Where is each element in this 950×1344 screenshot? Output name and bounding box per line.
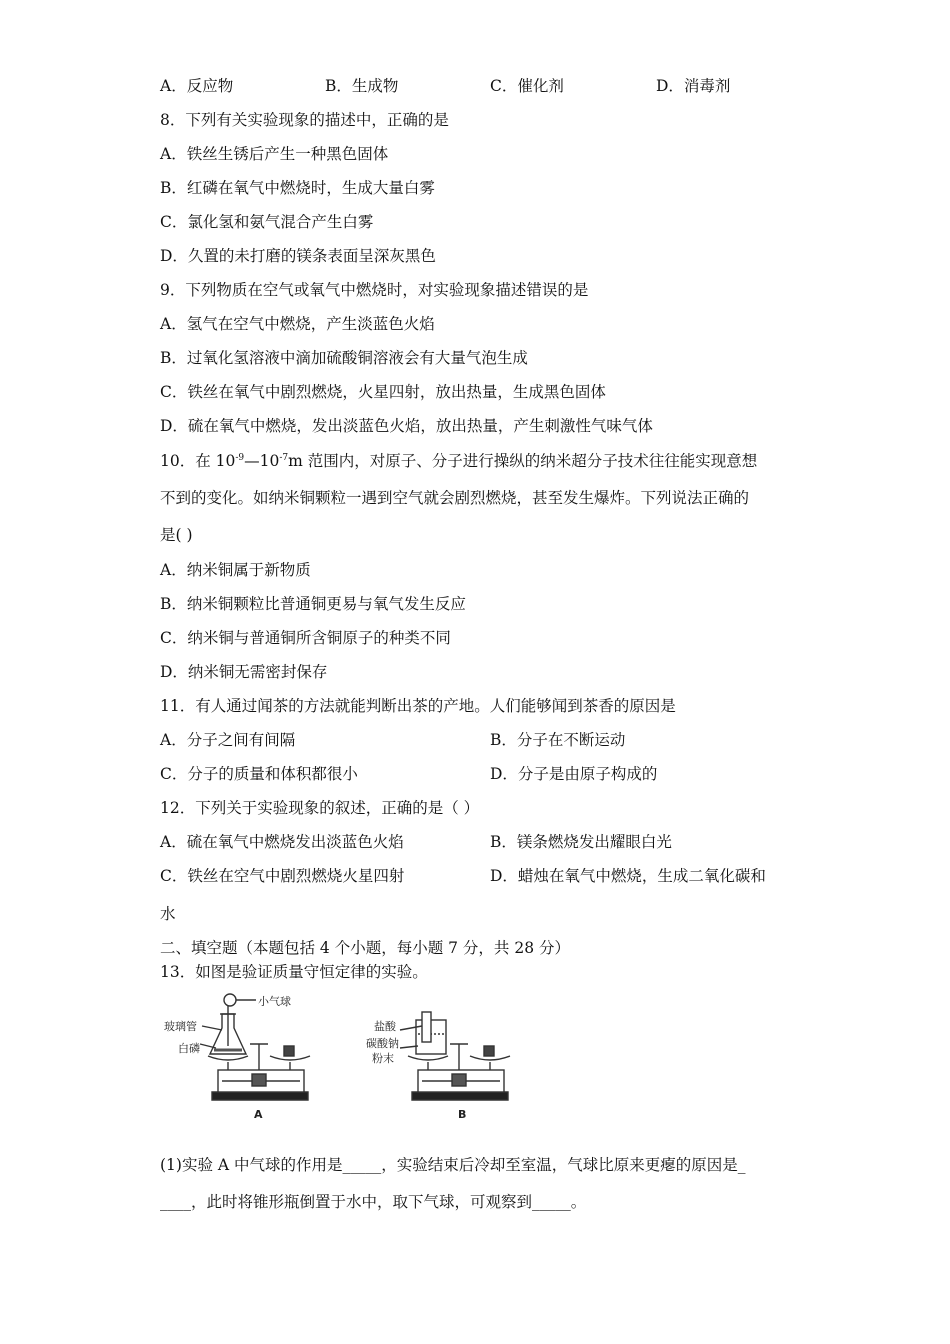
balance-b-left-pan xyxy=(408,1056,448,1060)
q10-option-d: D．纳米铜无需密封保存 xyxy=(160,663,328,681)
section-2-heading: 二、填空题（本题包括 4 个小题，每小题 7 分，共 28 分） xyxy=(160,939,571,957)
caption-b: B xyxy=(458,1108,467,1121)
q8-option-d: D．久置的未打磨的镁条表面呈深灰黑色 xyxy=(160,247,436,265)
q13-part1-line1: (1)实验 A 中气球的作用是_____，实验结束后冷却至室温，气球比原来更瘪的原因是_ xyxy=(160,1156,746,1174)
q10-stem-mid: —10 xyxy=(244,452,280,470)
q10-stem-prefix: 10．在 10 xyxy=(160,452,236,470)
label-hydrochloric-acid: 盐酸 xyxy=(374,1020,396,1033)
q7-option-b: B．生成物 xyxy=(325,77,399,95)
balance-a-left-pan xyxy=(208,1056,248,1060)
label-small-balloon: 小气球 xyxy=(258,995,291,1008)
q11-stem: 11．有人通过闻茶的方法就能判断出茶的产地。人们能够闻到茶香的原因是 xyxy=(160,697,676,715)
label-sodium-carbonate: 碳酸钠 xyxy=(366,1037,399,1050)
q7-option-a: A．反应物 xyxy=(160,77,234,95)
label-white-phosphorus: 白磷 xyxy=(178,1042,200,1055)
q12-option-d-continued: 水 xyxy=(160,905,176,923)
q10-stem-line2: 不到的变化。如纳米铜颗粒一遇到空气就会剧烈燃烧，甚至发生爆炸。下列说法正确的 xyxy=(160,489,750,507)
q7-option-d: D．消毒剂 xyxy=(656,77,731,95)
q8-option-c: C．氯化氢和氨气混合产生白雾 xyxy=(160,213,374,231)
q11-option-a: A．分子之间有间隔 xyxy=(160,731,296,749)
q8-option-a: A．铁丝生锈后产生一种黑色固体 xyxy=(160,145,389,163)
q10-option-a: A．纳米铜属于新物质 xyxy=(160,561,311,579)
apparatus-diagram xyxy=(160,990,530,1130)
q8-stem: 8．下列有关实验现象的描述中，正确的是 xyxy=(160,111,449,129)
caption-a: A xyxy=(254,1108,263,1121)
q10-option-b: B．纳米铜颗粒比普通铜更易与氧气发生反应 xyxy=(160,595,466,613)
q11-option-d: D．分子是由原子构成的 xyxy=(490,765,658,783)
q10-option-c: C．纳米铜与普通铜所含铜原子的种类不同 xyxy=(160,629,451,647)
q13-part1-line2: ____，此时将锥形瓶倒置于水中，取下气球，可观察到_____。 xyxy=(160,1193,587,1211)
q9-option-b: B．过氧化氢溶液中滴加硫酸铜溶液会有大量气泡生成 xyxy=(160,349,528,367)
q10-exponent-2: -7 xyxy=(279,452,289,463)
q10-exponent-1: -9 xyxy=(235,452,245,463)
test-tube-b xyxy=(422,1012,431,1042)
q10-stem-suffix: m 范围内，对原子、分子进行操纵的纳米超分子技术往往能实现意想 xyxy=(288,452,758,470)
q10-stem-line3: 是( ) xyxy=(160,526,193,544)
q12-stem: 12．下列关于实验现象的叙述，正确的是（ ） xyxy=(160,799,480,817)
q7-option-c: C．催化剂 xyxy=(490,77,564,95)
q12-option-a: A．硫在氧气中燃烧发出淡蓝色火焰 xyxy=(160,833,404,851)
q8-option-b: B．红磷在氧气中燃烧时，生成大量白雾 xyxy=(160,179,435,197)
q9-option-c: C．铁丝在氧气中剧烈燃烧，火星四射，放出热量，生成黑色固体 xyxy=(160,383,606,401)
q13-stem: 13．如图是验证质量守恒定律的实验。 xyxy=(160,963,428,981)
q10-stem-line1 xyxy=(160,451,757,471)
q13-figure xyxy=(160,990,530,1130)
q11-option-b: B．分子在不断运动 xyxy=(490,731,626,749)
balance-b-base xyxy=(412,1092,508,1100)
q12-option-b: B．镁条燃烧发出耀眼白光 xyxy=(490,833,672,851)
q12-option-c: C．铁丝在空气中剧烈燃烧火星四射 xyxy=(160,867,405,885)
q9-stem: 9．下列物质在空气或氧气中燃烧时，对实验现象描述错误的是 xyxy=(160,281,589,299)
label-powder: 粉末 xyxy=(372,1052,394,1065)
q11-option-c: C．分子的质量和体积都很小 xyxy=(160,765,358,783)
label-glass-tube: 玻璃管 xyxy=(164,1020,197,1033)
q12-option-d: D．蜡烛在氧气中燃烧，生成二氧化碳和 xyxy=(490,867,766,885)
balloon-a xyxy=(224,994,236,1006)
q9-option-a: A．氢气在空气中燃烧，产生淡蓝色火焰 xyxy=(160,315,435,333)
balance-a-base xyxy=(212,1092,308,1100)
q9-option-d: D．硫在氧气中燃烧，发出淡蓝色火焰，放出热量，产生刺激性气味气体 xyxy=(160,417,653,435)
